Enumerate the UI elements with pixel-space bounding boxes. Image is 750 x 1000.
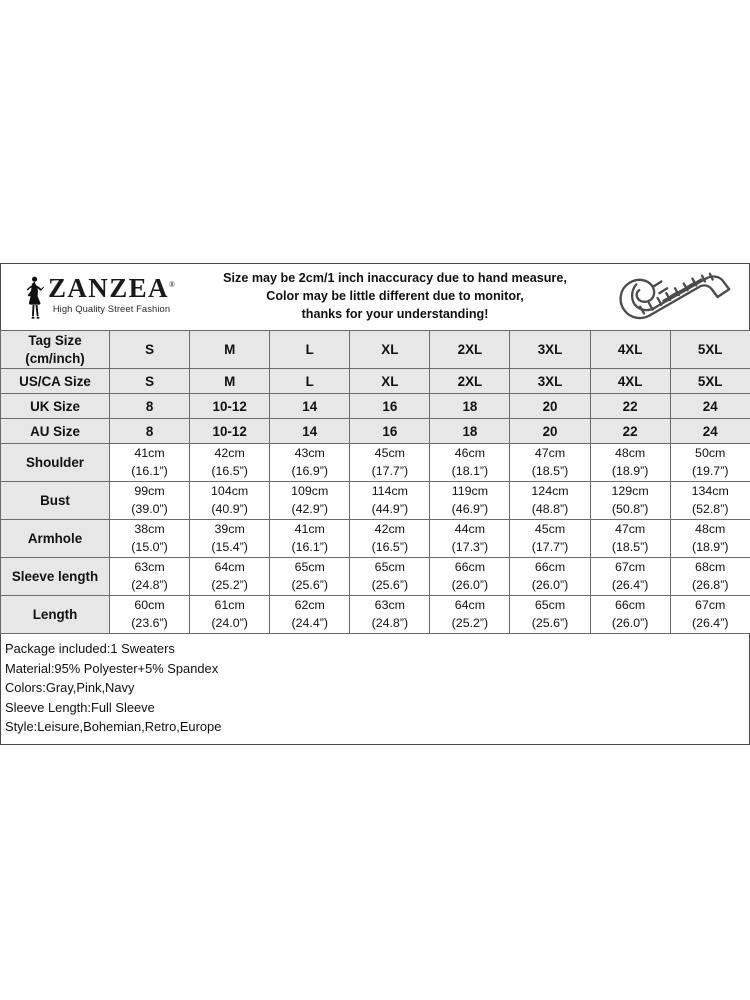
value-inch: (18.9”) [611,463,649,478]
row-label-length: Length [1,596,110,634]
detail-sleeve-length: Sleeve Length:Full Sleeve [5,699,155,715]
value-cm: 129cm [611,484,649,499]
value-inch: (16.5”) [371,539,409,554]
cell-shoulder-m [190,444,270,482]
cell-bust-2xl [430,482,510,520]
value-cm: 42cm [374,522,405,537]
cell-tag-size-2xl: 2XL [430,331,510,369]
cell-bust-4xl [590,482,670,520]
table-row-tag-size [1,331,750,369]
table-row-us-ca-size [1,369,750,394]
value-cm: 65cm [534,598,566,613]
cell-au-s: 8 [110,419,190,444]
chart-banner [0,263,750,330]
detail-material: Material:95% Polyester+5% Spandex [5,660,219,676]
cell-tag-size-s: S [110,331,190,369]
row-label-au-size: AU Size [1,419,110,444]
value-cm: 67cm [614,560,646,575]
value-inch: (18.9”) [691,539,729,554]
cell-shoulder-4xl [590,444,670,482]
cell-au-l: 14 [270,419,350,444]
row-label-bust: Bust [1,482,110,520]
value-inch: (18.5”) [611,539,649,554]
value-inch: (15.4”) [211,539,248,554]
cell-bust-s [110,482,190,520]
value-inch: (39.0”) [131,501,168,516]
value-inch: (15.0”) [131,539,168,554]
value-cm: 62cm [294,598,325,613]
cell-sleeve-length-m [190,558,270,596]
value-inch: (52.8”) [691,501,729,516]
disclaimer-line-3: thanks for your understanding! [301,306,489,321]
cell-sleeve-length-3xl [510,558,590,596]
cell-au-4xl: 22 [590,419,670,444]
value-inch: (24.8”) [131,577,168,592]
value-inch: (18.1”) [451,463,489,478]
cell-length-xl [350,596,430,634]
table-row-sleeve-length [1,558,750,596]
detail-style: Style:Leisure,Bohemian,Retro,Europe [5,719,222,735]
cell-bust-5xl [670,482,750,520]
value-inch: (24.4”) [291,615,328,630]
brand-tagline: High Quality Street Fashion [52,302,171,314]
value-inch: (25.2”) [451,615,489,630]
row-label-sleeve-length: Sleeve length [1,558,110,596]
table-row-bust [1,482,750,520]
cell-us-ca-3xl: 3XL [510,369,590,394]
size-table-body [1,331,750,634]
value-inch: (16.5”) [211,463,248,478]
woman-silhouette-icon [23,275,47,319]
value-cm: 124cm [531,484,569,499]
value-inch: (16.1”) [131,463,168,478]
value-cm: 67cm [695,598,726,613]
size-table [0,330,750,634]
cell-length-2xl [430,596,510,634]
cell-armhole-2xl [430,520,510,558]
cell-sleeve-length-l [270,558,350,596]
value-cm: 50cm [695,446,726,461]
value-cm: 65cm [294,560,325,575]
cell-us-ca-m: M [190,369,270,394]
cell-shoulder-l [270,444,350,482]
cell-tag-size-xl: XL [350,331,430,369]
value-cm: 45cm [534,522,566,537]
value-cm: 45cm [374,446,405,461]
cell-au-xl: 16 [350,419,430,444]
cell-us-ca-4xl: 4XL [590,369,670,394]
value-cm: 47cm [534,446,566,461]
size-chart-block [0,263,750,745]
value-inch: (18.5”) [531,463,569,478]
cell-length-4xl [590,596,670,634]
cell-sleeve-length-xl [350,558,430,596]
cell-au-5xl: 24 [670,419,750,444]
cell-au-3xl: 20 [510,419,590,444]
value-cm: 63cm [374,598,405,613]
cell-armhole-3xl [510,520,590,558]
cell-length-m [190,596,270,634]
product-details [0,634,750,745]
cell-length-l [270,596,350,634]
value-cm: 47cm [614,522,646,537]
cell-uk-3xl: 20 [510,394,590,419]
cell-uk-l: 14 [270,394,350,419]
value-cm: 43cm [294,446,325,461]
table-row-au-size [1,419,750,444]
value-inch: (26.0”) [451,577,489,592]
value-cm: 39cm [214,522,245,537]
value-cm: 60cm [134,598,165,613]
cell-shoulder-s [110,444,190,482]
value-cm: 65cm [374,560,405,575]
value-cm: 41cm [294,522,325,537]
table-row-uk-size [1,394,750,419]
table-row-armhole [1,520,750,558]
cell-tag-size-m: M [190,331,270,369]
table-row-length [1,596,750,634]
cell-armhole-l [270,520,350,558]
value-inch: (17.3”) [451,539,489,554]
cell-tag-size-4xl: 4XL [590,331,670,369]
brand-name: ZANZEA® [47,273,175,303]
cell-armhole-4xl [590,520,670,558]
cell-us-ca-5xl: 5XL [670,369,750,394]
value-inch: (26.0”) [531,577,569,592]
cell-uk-s: 8 [110,394,190,419]
cell-au-2xl: 18 [430,419,510,444]
value-cm: 41cm [134,446,165,461]
value-cm: 66cm [454,560,486,575]
value-cm: 66cm [534,560,566,575]
cell-sleeve-length-2xl [430,558,510,596]
value-inch: (46.9”) [451,501,489,516]
value-inch: (16.1”) [291,539,328,554]
row-label-uk-size: UK Size [1,394,110,419]
cell-armhole-5xl [670,520,750,558]
tape-measure-icon [599,267,749,327]
row-label-shoulder: Shoulder [1,444,110,482]
cell-shoulder-5xl [670,444,750,482]
cell-tag-size-5xl: 5XL [670,331,750,369]
cell-length-5xl [670,596,750,634]
cell-armhole-xl [350,520,430,558]
value-cm: 109cm [291,484,329,499]
cell-us-ca-l: L [270,369,350,394]
detail-package-included: Package included:1 Sweaters [5,641,175,656]
value-cm: 42cm [214,446,245,461]
value-inch: (25.6”) [371,577,409,592]
value-inch: (25.6”) [291,577,328,592]
value-cm: 64cm [454,598,486,613]
value-cm: 48cm [695,522,726,537]
cell-length-3xl [510,596,590,634]
value-inch: (16.9”) [291,463,328,478]
disclaimer-line-1: Size may be 2cm/1 inch inaccuracy due to hand measure, [223,271,567,286]
registered-mark-icon: ® [168,280,175,289]
cell-uk-5xl: 24 [670,394,750,419]
value-cm: 44cm [454,522,486,537]
value-inch: (24.8”) [371,615,409,630]
value-inch: (26.0”) [611,615,649,630]
value-cm: 48cm [614,446,646,461]
value-inch: (50.8”) [611,501,649,516]
table-row-shoulder [1,444,750,482]
value-inch: (25.6”) [531,615,569,630]
cell-armhole-m [190,520,270,558]
cell-shoulder-2xl [430,444,510,482]
row-label-line-2: (cm/inch) [25,350,85,366]
cell-length-s [110,596,190,634]
detail-colors: Colors:Gray,Pink,Navy [5,680,135,696]
value-cm: 38cm [134,522,165,537]
cell-uk-4xl: 22 [590,394,670,419]
row-label-us-ca-size: US/CA Size [1,369,110,394]
cell-bust-3xl [510,482,590,520]
value-cm: 63cm [134,560,165,575]
value-cm: 134cm [691,484,729,499]
value-inch: (17.7”) [531,539,569,554]
value-cm: 66cm [614,598,646,613]
row-label-line-1: Tag Size [28,333,82,349]
value-inch: (26.8”) [691,577,729,592]
value-inch: (23.6”) [131,615,168,630]
cell-sleeve-length-4xl [590,558,670,596]
disclaimer-line-2: Color may be little different due to monitor, [266,289,524,304]
value-inch: (26.4”) [691,615,729,630]
cell-bust-l [270,482,350,520]
brand-logo [1,275,191,319]
cell-tag-size-l: L [270,331,350,369]
row-label-tag-size [1,331,110,369]
cell-tag-size-3xl: 3XL [510,331,590,369]
value-inch: (44.9”) [371,501,409,516]
cell-uk-m: 10-12 [190,394,270,419]
value-cm: 99cm [134,484,165,499]
value-inch: (42.9”) [291,501,328,516]
value-inch: (26.4”) [611,577,649,592]
value-inch: (40.9”) [211,501,248,516]
cell-us-ca-xl: XL [350,369,430,394]
cell-sleeve-length-5xl [670,558,750,596]
value-inch: (24.0”) [211,615,248,630]
cell-bust-m [190,482,270,520]
cell-au-m: 10-12 [190,419,270,444]
disclaimer-text [191,270,599,324]
row-label-armhole: Armhole [1,520,110,558]
value-inch: (25.2”) [211,577,248,592]
value-inch: (17.7”) [371,463,409,478]
value-cm: 114cm [371,484,408,499]
cell-bust-xl [350,482,430,520]
cell-uk-2xl: 18 [430,394,510,419]
value-cm: 61cm [214,598,245,613]
value-cm: 64cm [214,560,245,575]
value-cm: 104cm [211,484,249,499]
value-cm: 46cm [454,446,486,461]
cell-us-ca-2xl: 2XL [430,369,510,394]
cell-shoulder-xl [350,444,430,482]
value-inch: (19.7”) [691,463,729,478]
cell-uk-xl: 16 [350,394,430,419]
value-inch: (48.8”) [531,501,569,516]
value-cm: 119cm [451,484,489,499]
value-cm: 68cm [695,560,726,575]
cell-us-ca-s: S [110,369,190,394]
cell-sleeve-length-s [110,558,190,596]
cell-armhole-s [110,520,190,558]
cell-shoulder-3xl [510,444,590,482]
